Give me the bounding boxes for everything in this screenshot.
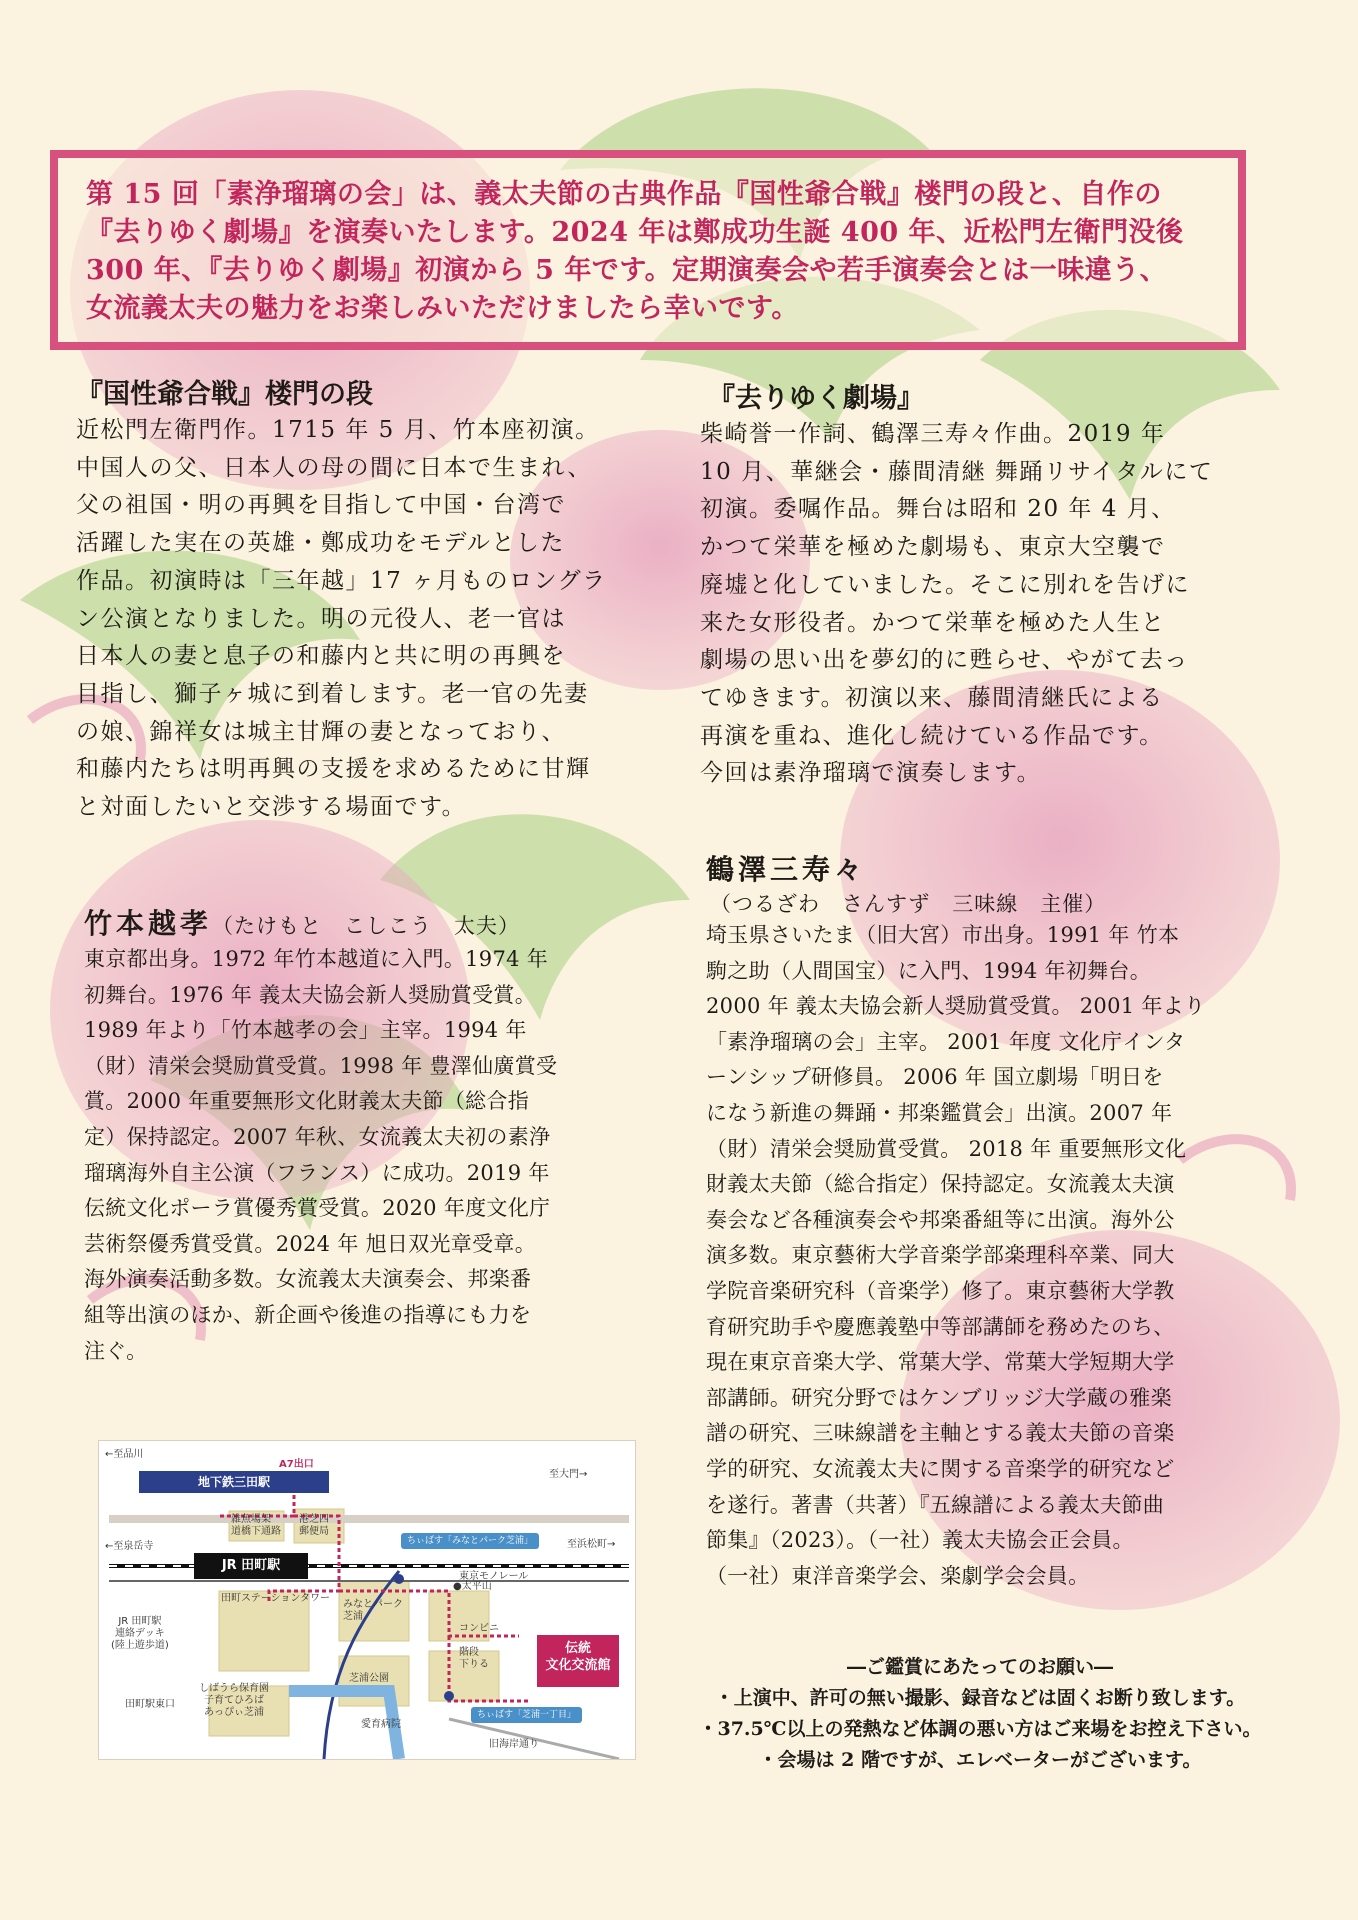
direction-label: ←至品川 <box>105 1449 144 1460</box>
work1-description <box>76 412 676 827</box>
work1-line: 作品。初演時は「三年越」17 ヶ月ものロングラ <box>76 567 607 594</box>
work2-line: 柴崎誉一作詞、鶴澤三寿々作曲。2019 年 <box>700 421 1166 447</box>
performer1-bio-line: 1989 年より「竹本越孝の会」主宰。1994 年 <box>84 1018 527 1043</box>
performer1-bio-line: 定）保持認定。2007 年秋、女流義太夫初の素浄 <box>84 1124 551 1149</box>
performer2-bio-line: 現在東京音楽大学、常葉大学、常葉大学短期大学 <box>706 1350 1175 1375</box>
performer2-bio-line: 「素浄瑠璃の会」主宰。 2001 年度 文化庁インタ <box>706 1029 1186 1054</box>
work1-line: 和藤内たちは明再興の支援を求めるために甘輝 <box>76 756 591 783</box>
performer2-section <box>706 848 1296 1594</box>
performer2-name: 鶴澤三寿々 <box>706 853 867 886</box>
subway-station-label: 地下鉄三田駅 <box>139 1471 329 1493</box>
direction-label: ←至泉岳寺 <box>105 1541 154 1552</box>
performer2-bio-line: 節集』（2023）。（一社）義太夫協会正会員。 <box>706 1528 1134 1553</box>
access-map <box>98 1440 636 1760</box>
hospital-label: 愛育病院 <box>361 1719 401 1730</box>
performer2-bio-line: 埼玉県さいたま（旧大宮）市出身。1991 年 竹本 <box>706 923 1180 947</box>
underpass-label: 雑魚場架 道橋下通路 <box>231 1514 281 1537</box>
work1-line: の娘、錦祥女は城主甘輝の妻となっており、 <box>76 718 566 745</box>
work2-title: 『去りゆく劇場』 <box>708 383 924 414</box>
work2-line: 今回は素浄瑠璃で演奏します。 <box>700 760 1042 787</box>
performer2-bio-line: 育研究助手や慶應義塾中等部講師を務めたのち、 <box>706 1314 1175 1339</box>
performer2-name-line <box>706 848 1296 888</box>
stairs-label: 階段 下りる <box>459 1647 489 1670</box>
performer2-bio-line: （一社）東洋音楽学会、楽劇学会会員。 <box>706 1563 1090 1588</box>
performer2-bio <box>706 918 1296 1594</box>
deck-label: JR 田町駅 連絡デッキ (陸上遊歩道) <box>111 1616 169 1651</box>
work1-line: と対面したいと交渉する場面です。 <box>76 794 467 821</box>
work1-line: 中国人の父、日本人の母の間に日本で生まれ、 <box>76 454 592 481</box>
performer1-bio-line: 初舞台。1976 年 義太夫協会新人奨励賞受賞。 <box>84 982 536 1007</box>
notice-title: ―ご鑑賞にあたってのお願い― <box>846 1656 1113 1678</box>
direction-label: 至大門→ <box>549 1469 588 1480</box>
venue-label: 伝統 文化交流館 <box>537 1635 619 1687</box>
performer1-reading: （たけもと こしこう 太夫） <box>212 914 521 938</box>
performer1-bio-line: （財）清栄会奨励賞受賞。1998 年 豊澤仙廣賞受 <box>84 1053 558 1078</box>
performer2-bio-line: 学的研究、女流義太夫に関する音楽学的研究など <box>706 1456 1175 1481</box>
bus-stop-label: ちぃばす「みなとパーク芝浦」 <box>401 1533 539 1549</box>
performer2-reading: （つるざわ さんすず 三味線 主催） <box>710 892 1107 916</box>
work1-line: 活躍した実在の英雄・鄭成功をモデルとした <box>76 530 565 557</box>
performer1-bio-line: 海外演奏活動多数。女流義太夫演奏会、邦楽番 <box>84 1267 532 1292</box>
exit-label: A7出口 <box>279 1459 314 1470</box>
road-label: 旧海岸通り <box>489 1739 539 1750</box>
performer1-bio-line: 伝統文化ポーラ賞優秀賞受賞。2020 年度文化庁 <box>84 1196 551 1221</box>
performer1-name: 竹本越孝 <box>84 907 213 940</box>
intro-line: 第 15 回「素浄瑠璃の会」は、義太夫節の古典作品『国性爺合戦』楼門の段と、自作の <box>86 179 1162 210</box>
work2-line: 再演を重ね、進化し続けている作品です。 <box>700 722 1164 749</box>
performer2-bio-line: を遂行。著書（共著）『五線譜による義太夫節曲 <box>706 1492 1165 1517</box>
performer2-bio-line: 財義太夫節（総合指定）保持認定。女流義太夫演 <box>706 1172 1175 1197</box>
work1-line: 近松門左衛門作。1715 年 5 月、竹本座初演。 <box>76 417 600 443</box>
intro-line: 『去りゆく劇場』を演奏いたします。2024 年は鄭成功生誕 400 年、近松門左衛門没後 <box>86 217 1184 248</box>
notice-item: ・会場は 2 階ですが、エレベーターがございます。 <box>758 1749 1202 1771</box>
work2-description <box>700 416 1290 793</box>
intro-line: 300 年、『去りゆく劇場』初演から 5 年です。定期演奏会や若手演奏会とは一味違う、 <box>86 255 1168 286</box>
work1-section <box>76 378 676 827</box>
work2-section <box>700 382 1290 793</box>
performer2-bio-line: 奏会など各種演奏会や邦楽番組等に出演。海外公 <box>706 1207 1175 1232</box>
notice-item: ・上演中、許可の無い撮影、録音などは固くお断り致します。 <box>714 1687 1246 1709</box>
work1-line: 日本人の妻と息子の和藤内と共に明の再興を <box>76 643 566 670</box>
jr-station-label: JR 田町駅 <box>194 1553 308 1579</box>
performer2-bio-line: 譜の研究、三味線譜を主軸とする義太夫節の音楽 <box>706 1421 1175 1446</box>
work1-title: 『国性爺合戦』楼門の段 <box>76 379 373 410</box>
work2-line: かつて栄華を極めた劇場も、東京大空襲で <box>700 534 1166 561</box>
performer1-bio-line: 芸術祭優秀賞受賞。2024 年 旭日双光章受章。 <box>84 1231 536 1256</box>
performer1-name-line <box>84 902 684 942</box>
nursery-label: しばうら保育園 子育てひろば あっぴぃ芝浦 <box>199 1683 269 1718</box>
performer2-bio-line: 2000 年 義太夫協会新人奨励賞受賞。 2001 年より <box>706 994 1206 1019</box>
performer1-bio <box>84 942 684 1369</box>
performer1-bio-line: 瑠璃海外自主公演（フランス）に成功。2019 年 <box>84 1160 550 1185</box>
intro-line: 女流義太夫の魅力をお楽しみいただけましたら幸いです。 <box>86 293 799 324</box>
performer2-reading-line <box>706 888 1296 918</box>
tower-label: 田町ステーションタワー <box>221 1593 330 1604</box>
intro-message-box <box>50 150 1246 350</box>
post-office-label: 港芝四 郵便局 <box>299 1514 329 1537</box>
performer2-bio-line: （財）清栄会奨励賞受賞。 2018 年 重要無形文化 <box>706 1136 1187 1161</box>
performer1-bio-line: 東京都出身。1972 年竹本越道に入門。1974 年 <box>84 947 549 971</box>
direction-label: 至浜松町→ <box>567 1539 616 1550</box>
notice-item: ・37.5℃以上の発熱など体調の悪い方はご来場をお控え下さい。 <box>698 1718 1262 1740</box>
work1-line: 父の祖国・明の再興を目指して中国・台湾で <box>76 492 566 519</box>
landmark-label: ●太平山 <box>453 1581 492 1592</box>
notice-section <box>660 1652 1300 1776</box>
work2-line: 初演。委嘱作品。舞台は昭和 20 年 4 月、 <box>700 496 1176 523</box>
work1-line: 目指し、獅子ヶ城に到着します。老一官の先妻 <box>76 680 589 707</box>
performer2-bio-line: 部講師。研究分野ではケンブリッジ大学蔵の雅楽 <box>706 1385 1172 1410</box>
performer2-bio-line: 駒之助（人間国宝）に入門、1994 年初舞台。 <box>706 958 1152 983</box>
monorail-label: 東京モノレール <box>459 1571 529 1582</box>
work2-line: 劇場の思い出を夢幻的に甦らせ、やがて去っ <box>700 647 1189 674</box>
minato-park-label: みなとパーク 芝浦 <box>343 1599 403 1622</box>
performer2-bio-line: ーンシップ研修員。 2006 年 国立劇場「明日を <box>706 1065 1164 1090</box>
bus-stop-label: ちぃばす「芝浦一丁目」 <box>471 1707 582 1723</box>
work2-line: てゆきます。初演以来、藤間清継氏による <box>700 684 1164 711</box>
work2-line: 廃墟と化していました。そこに別れを告げに <box>700 571 1190 598</box>
work2-line: 来た女形役者。かつて栄華を極めた人生と <box>700 609 1166 636</box>
performer1-bio-line: 賞。2000 年重要無形文化財義太夫節（総合指 <box>84 1089 530 1114</box>
convenience-store-label: コンビニ <box>459 1623 499 1634</box>
performer2-bio-line: 学院音楽研究科（音楽学）修了。東京藝術大学教 <box>706 1278 1175 1303</box>
east-exit-label: 田町駅東口 <box>125 1699 175 1710</box>
performer1-section <box>84 902 684 1369</box>
park-label: 芝浦公園 <box>349 1673 389 1684</box>
performer2-bio-line: になう新進の舞踊・邦楽鑑賞会」出演。2007 年 <box>706 1100 1173 1125</box>
work2-line: 10 月、華継会・藤間清継 舞踊リサイタルにて <box>700 458 1214 485</box>
performer2-bio-line: 演多数。東京藝術大学音楽学部楽理科卒業、同大 <box>706 1243 1175 1268</box>
work1-line: ン公演となりました。明の元役人、老一官は <box>76 605 566 632</box>
performer1-bio-line: 組等出演のほか、新企画や後進の指導にも力を <box>84 1302 532 1327</box>
performer1-bio-line: 注ぐ。 <box>84 1338 148 1363</box>
